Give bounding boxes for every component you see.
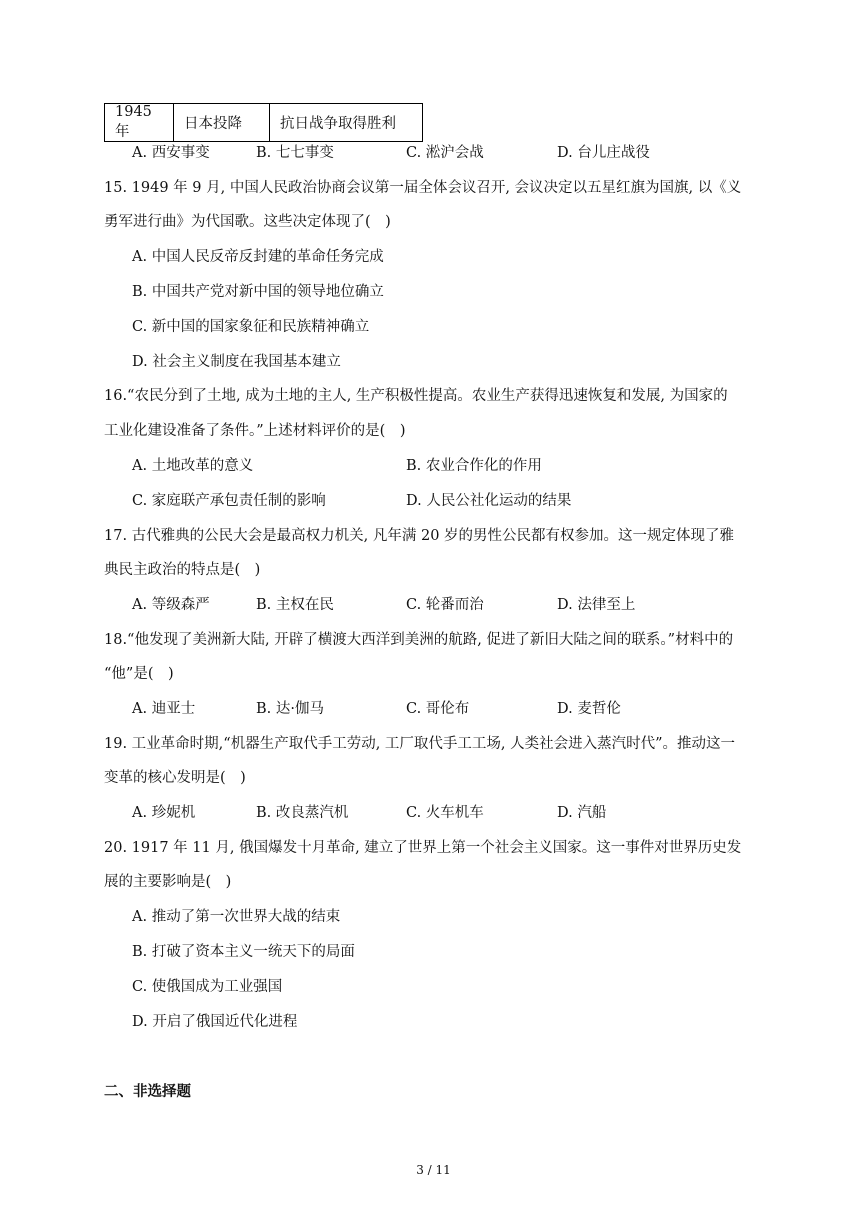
q14-option-d: D. 台儿庄战役 — [557, 145, 650, 161]
q20-option-a: A. 推动了第一次世界大战的结束 — [132, 909, 341, 925]
q14-option-a: A. 西安事变 — [132, 145, 210, 161]
q14-option-c: C. 淞沪会战 — [406, 145, 484, 161]
history-table — [104, 103, 423, 142]
q18-option-a: A. 迪亚士 — [132, 701, 196, 717]
q16-option-a: A. 土地改革的意义 — [132, 458, 254, 474]
q20-option-d: D. 开启了俄国近代化进程 — [132, 1014, 298, 1030]
q15-option-d: D. 社会主义制度在我国基本建立 — [132, 354, 341, 370]
q19-stem-line2: 变革的核心发明是( ) — [104, 770, 246, 786]
q14-option-b: B. 七七事变 — [256, 145, 334, 161]
section-title: 二、非选择题 — [104, 1084, 191, 1100]
q19-option-b: B. 改良蒸汽机 — [256, 805, 349, 821]
q18-option-d: D. 麦哲伦 — [557, 701, 621, 717]
q17-option-a: A. 等级森严 — [132, 597, 210, 613]
q15-option-b: B. 中国共产党对新中国的领导地位确立 — [132, 284, 384, 300]
q19-option-d: D. 汽船 — [557, 805, 607, 821]
q16-option-c: C. 家庭联产承包责任制的影响 — [132, 493, 326, 509]
q15-option-c: C. 新中国的国家象征和民族精神确立 — [132, 319, 370, 335]
q18-stem-line2: “他”是( ) — [104, 666, 174, 682]
q20-option-c: C. 使俄国成为工业强国 — [132, 979, 283, 995]
table-row — [105, 104, 423, 142]
q16-option-d: D. 人民公社化运动的结果 — [406, 493, 572, 509]
q19-option-c: C. 火车机车 — [406, 805, 484, 821]
table-cell: 日本投降 — [174, 104, 270, 142]
q18-option-c: C. 哥伦布 — [406, 701, 470, 717]
q20-stem-line2: 展的主要影响是( ) — [104, 874, 232, 890]
q16-option-b: B. 农业合作化的作用 — [406, 458, 542, 474]
q16-stem-line1: 16.“农民分到了土地, 成为土地的主人, 生产积极性提高。农业生产获得迅速恢复和发展, 为国家的 — [104, 388, 728, 404]
q17-stem-line1: 17. 古代雅典的公民大会是最高权力机关, 凡年满 20 岁的男性公民都有权参加。这一规定体现了雅 — [104, 528, 735, 544]
table-cell: 1945 年 — [105, 104, 174, 142]
q18-option-b: B. 达·伽马 — [256, 701, 324, 717]
q17-option-b: B. 主权在民 — [256, 597, 334, 613]
q16-stem-line2: 工业化建设准备了条件。”上述材料评价的是( ) — [104, 423, 406, 439]
page-number: 3 / 11 — [416, 1163, 451, 1177]
q17-option-d: D. 法律至上 — [557, 597, 636, 613]
q17-stem-line2: 典民主政治的特点是( ) — [104, 562, 261, 578]
q19-option-a: A. 珍妮机 — [132, 805, 196, 821]
q15-option-a: A. 中国人民反帝反封建的革命任务完成 — [132, 249, 384, 265]
q17-option-c: C. 轮番而治 — [406, 597, 484, 613]
q19-stem-line1: 19. 工业革命时期,“机器生产取代手工劳动, 工厂取代手工工场, 人类社会进入蒸汽时代”。推动这一 — [104, 736, 736, 752]
q20-stem-line1: 20. 1917 年 11 月, 俄国爆发十月革命, 建立了世界上第一个社会主义国家。这一事件对世界历史发 — [104, 840, 742, 856]
q15-stem-line1: 15. 1949 年 9 月, 中国人民政治协商会议第一届全体会议召开, 会议决定以五星红旗为国旗, 以《义 — [104, 180, 742, 196]
q18-stem-line1: 18.“他发现了美洲新大陆, 开辟了横渡大西洋到美洲的航路, 促进了新旧大陆之间的联系。”材料中的 — [104, 632, 734, 648]
q20-option-b: B. 打破了资本主义一统天下的局面 — [132, 944, 355, 960]
table-cell: 抗日战争取得胜利 — [270, 104, 423, 142]
q15-stem-line2: 勇军进行曲》为代国歌。这些决定体现了( ) — [104, 214, 391, 230]
